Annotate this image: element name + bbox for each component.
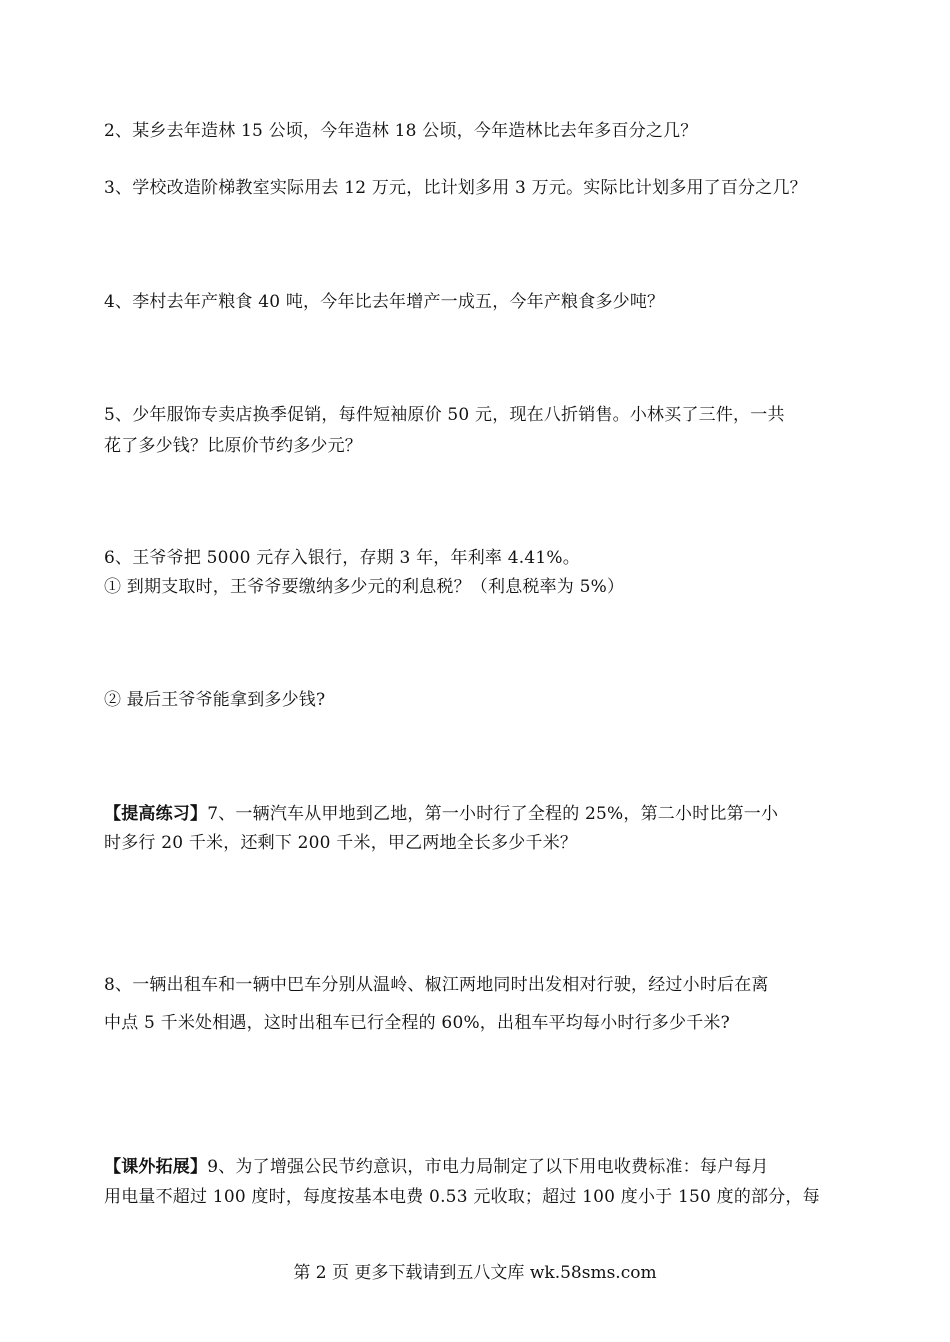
question-6-line-1: 6、王爷爷把 5000 元存入银行，存期 3 年，年利率 4.41%。	[104, 548, 580, 568]
section-heading-extension: 【课外拓展】	[104, 1157, 208, 1177]
question-8-line-1: 8、一辆出租车和一辆中巴车分别从温岭、椒江两地同时出发相对行驶，经过小时后在离	[104, 975, 769, 995]
question-7-line-1	[104, 804, 864, 824]
question-2: 2、某乡去年造林 15 公顷，今年造林 18 公顷，今年造林比去年多百分之几？	[104, 121, 698, 141]
question-6-sub-1: ① 到期支取时，王爷爷要缴纳多少元的利息税？（利息税率为 5%）	[104, 577, 625, 597]
question-9-line-2: 用电量不超过 100 度时，每度按基本电费 0.53 元收取；超过 100 度小于 150 度的部分，每	[104, 1187, 820, 1207]
page-footer: 第 2 页 更多下载请到五八文库 wk.58sms.com	[293, 1263, 657, 1283]
question-7-line-2: 时多行 20 千米，还剩下 200 千米，甲乙两地全长多少千米？	[104, 833, 578, 853]
question-4: 4、李村去年产粮食 40 吨，今年比去年增产一成五，今年产粮食多少吨？	[104, 292, 665, 312]
question-5-line-2: 花了多少钱？比原价节约多少元？	[104, 436, 362, 456]
question-5-line-1: 5、少年服饰专卖店换季促销，每件短袖原价 50 元，现在八折销售。小林买了三件，一共	[104, 405, 785, 425]
question-6-sub-2: ② 最后王爷爷能拿到多少钱?	[104, 690, 326, 710]
question-8-line-2: 中点 5 千米处相遇，这时出租车已行全程的 60%，出租车平均每小时行多少千米?	[104, 1013, 730, 1033]
question-7-text: 7、一辆汽车从甲地到乙地，第一小时行了全程的 25%，第二小时比第一小	[207, 804, 779, 824]
question-3: 3、学校改造阶梯教室实际用去 12 万元，比计划多用 3 万元。实际比计划多用了百分之几？	[104, 178, 807, 198]
question-9-line-1	[104, 1157, 864, 1177]
question-9-text: 9、为了增强公民节约意识，市电力局制定了以下用电收费标准：每户每月	[207, 1157, 769, 1177]
section-heading-advanced: 【提高练习】	[104, 804, 208, 824]
